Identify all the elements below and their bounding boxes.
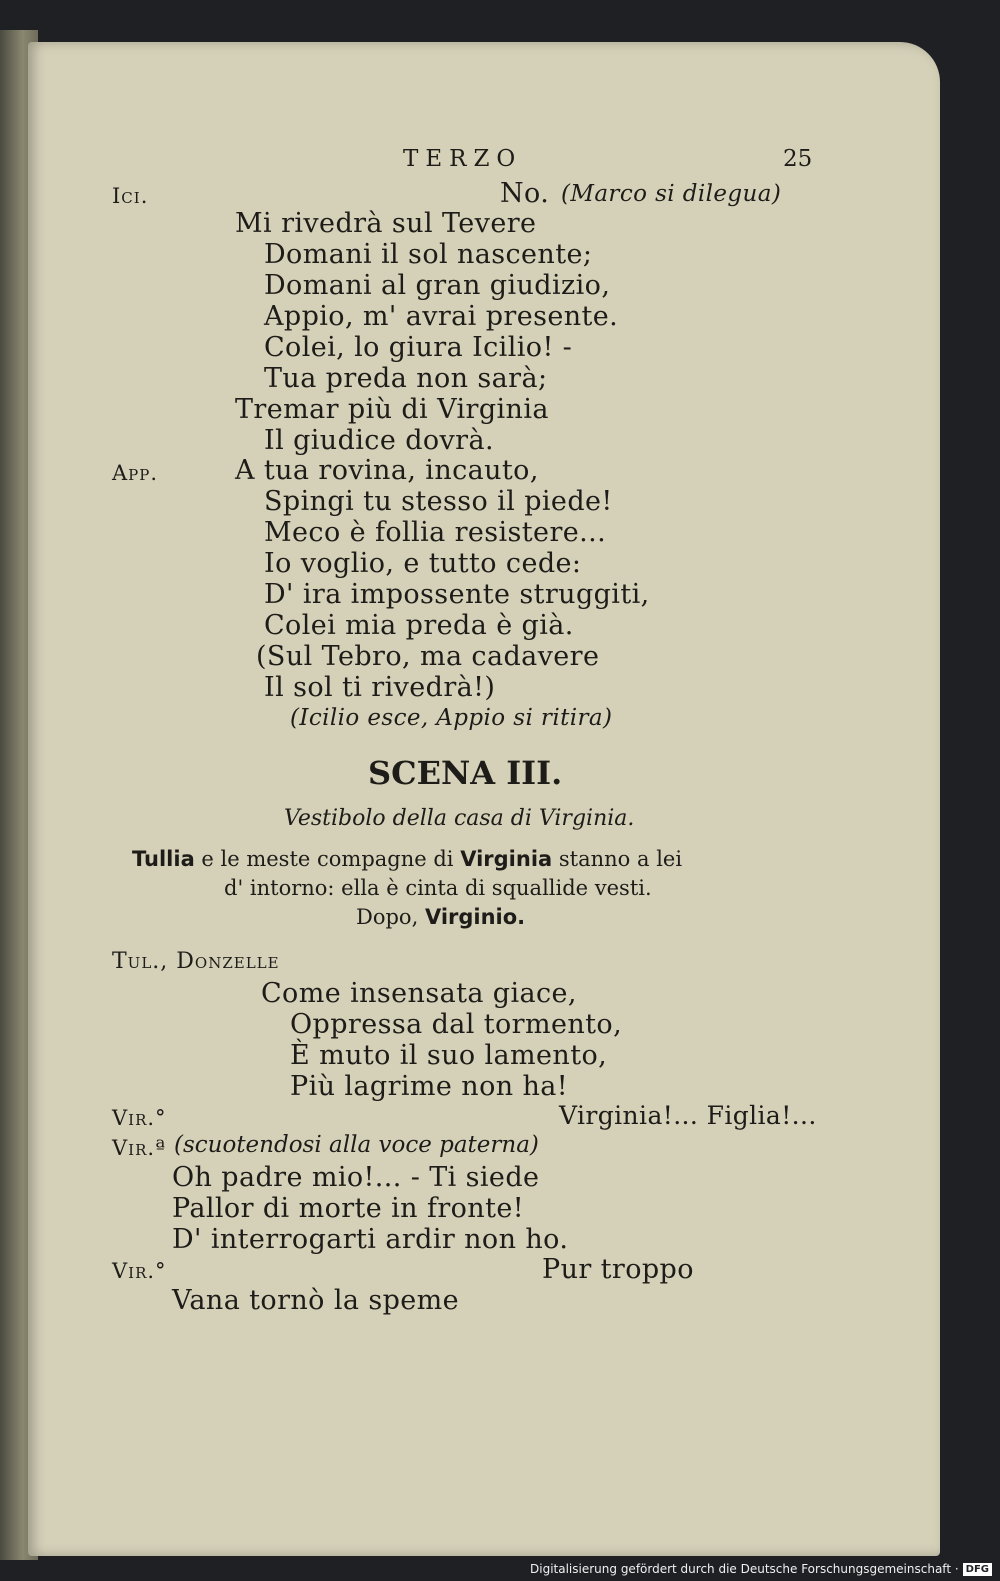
- verse-line: D' interrogarti ardir non ho.: [172, 1224, 569, 1255]
- scene-setting: Vestibolo della casa di Virginia.: [284, 806, 635, 831]
- verse-line: Spingi tu stesso il piede!: [264, 486, 613, 517]
- stage-direction: (Marco si dilegua): [561, 181, 782, 207]
- verse-line: Virginia!... Figlia!...: [559, 1101, 817, 1130]
- character-name: Tullia: [132, 847, 195, 871]
- character-name: Virginia: [460, 847, 553, 871]
- credit-text: Digitalisierung gefördert durch die Deutsche Forschungsgemeinschaft ·: [530, 1562, 959, 1576]
- verse-line: Pur troppo: [542, 1254, 694, 1285]
- verse-line: Domani al gran giudizio,: [264, 270, 611, 301]
- scene-title: SCENA III.: [368, 754, 563, 792]
- verse-line: Il giudice dovrà.: [264, 425, 494, 456]
- speaker-label: Vir.°: [112, 1106, 167, 1130]
- digitization-credit: [530, 1559, 992, 1579]
- speaker-label: Tul., Donzelle: [112, 949, 280, 974]
- verse-line: Meco è follia resistere...: [264, 517, 607, 548]
- book-page: [28, 42, 940, 1556]
- verse-line: Oppressa dal tormento,: [290, 1009, 623, 1040]
- verse-line: Tua preda non sarà;: [264, 363, 548, 394]
- verse-line: Vana tornò la speme: [172, 1285, 460, 1316]
- verse-line: Tremar più di Virginia: [235, 394, 549, 425]
- scene-description: [132, 847, 682, 871]
- verse-line: No.: [500, 178, 550, 209]
- verse-line: Domani il sol nascente;: [264, 239, 593, 270]
- character-name: Virginio.: [424, 905, 526, 929]
- dfg-logo: DFG: [963, 1563, 992, 1576]
- verse-line: Più lagrime non ha!: [290, 1071, 569, 1102]
- speaker-label: Ici.: [112, 184, 149, 208]
- verse-line: A tua rovina, incauto,: [235, 455, 539, 486]
- verse-line: Io voglio, e tutto cede:: [264, 548, 582, 579]
- verse-line: Colei, lo giura Icilio! -: [264, 332, 573, 363]
- verse-line: Appio, m' avrai presente.: [264, 301, 619, 332]
- verse-line: Il sol ti rivedrà!): [264, 672, 496, 703]
- verse-line: Pallor di morte in fronte!: [172, 1193, 524, 1224]
- stage-direction: (Icilio esce, Appio si ritira): [290, 705, 613, 731]
- speaker-label: App.: [112, 461, 159, 485]
- speaker-label: Vir.°: [112, 1259, 167, 1283]
- speaker-label: Vir.ª: [112, 1136, 167, 1160]
- page-number: 25: [783, 146, 813, 172]
- verse-line: Colei mia preda è già.: [264, 610, 574, 641]
- description-text: Dopo,: [356, 905, 419, 929]
- verse-line: Come insensata giace,: [261, 978, 577, 1009]
- description-text: e le meste compagne di: [201, 847, 454, 871]
- stage-direction: (scuotendosi alla voce paterna): [174, 1132, 539, 1158]
- verse-line: È muto il suo lamento,: [290, 1040, 608, 1071]
- verse-line: Oh padre mio!... - Ti siede: [172, 1162, 540, 1193]
- running-head: TERZO: [403, 146, 523, 172]
- verse-line: (Sul Tebro, ma cadavere: [256, 641, 600, 672]
- verse-line: D' ira impossente struggiti,: [264, 579, 650, 610]
- scene-description: [356, 905, 525, 929]
- verse-line: Mi rivedrà sul Tevere: [235, 208, 537, 239]
- description-text: stanno a lei: [558, 847, 683, 871]
- scene-description: d' intorno: ella è cinta di squallide vesti.: [224, 876, 652, 900]
